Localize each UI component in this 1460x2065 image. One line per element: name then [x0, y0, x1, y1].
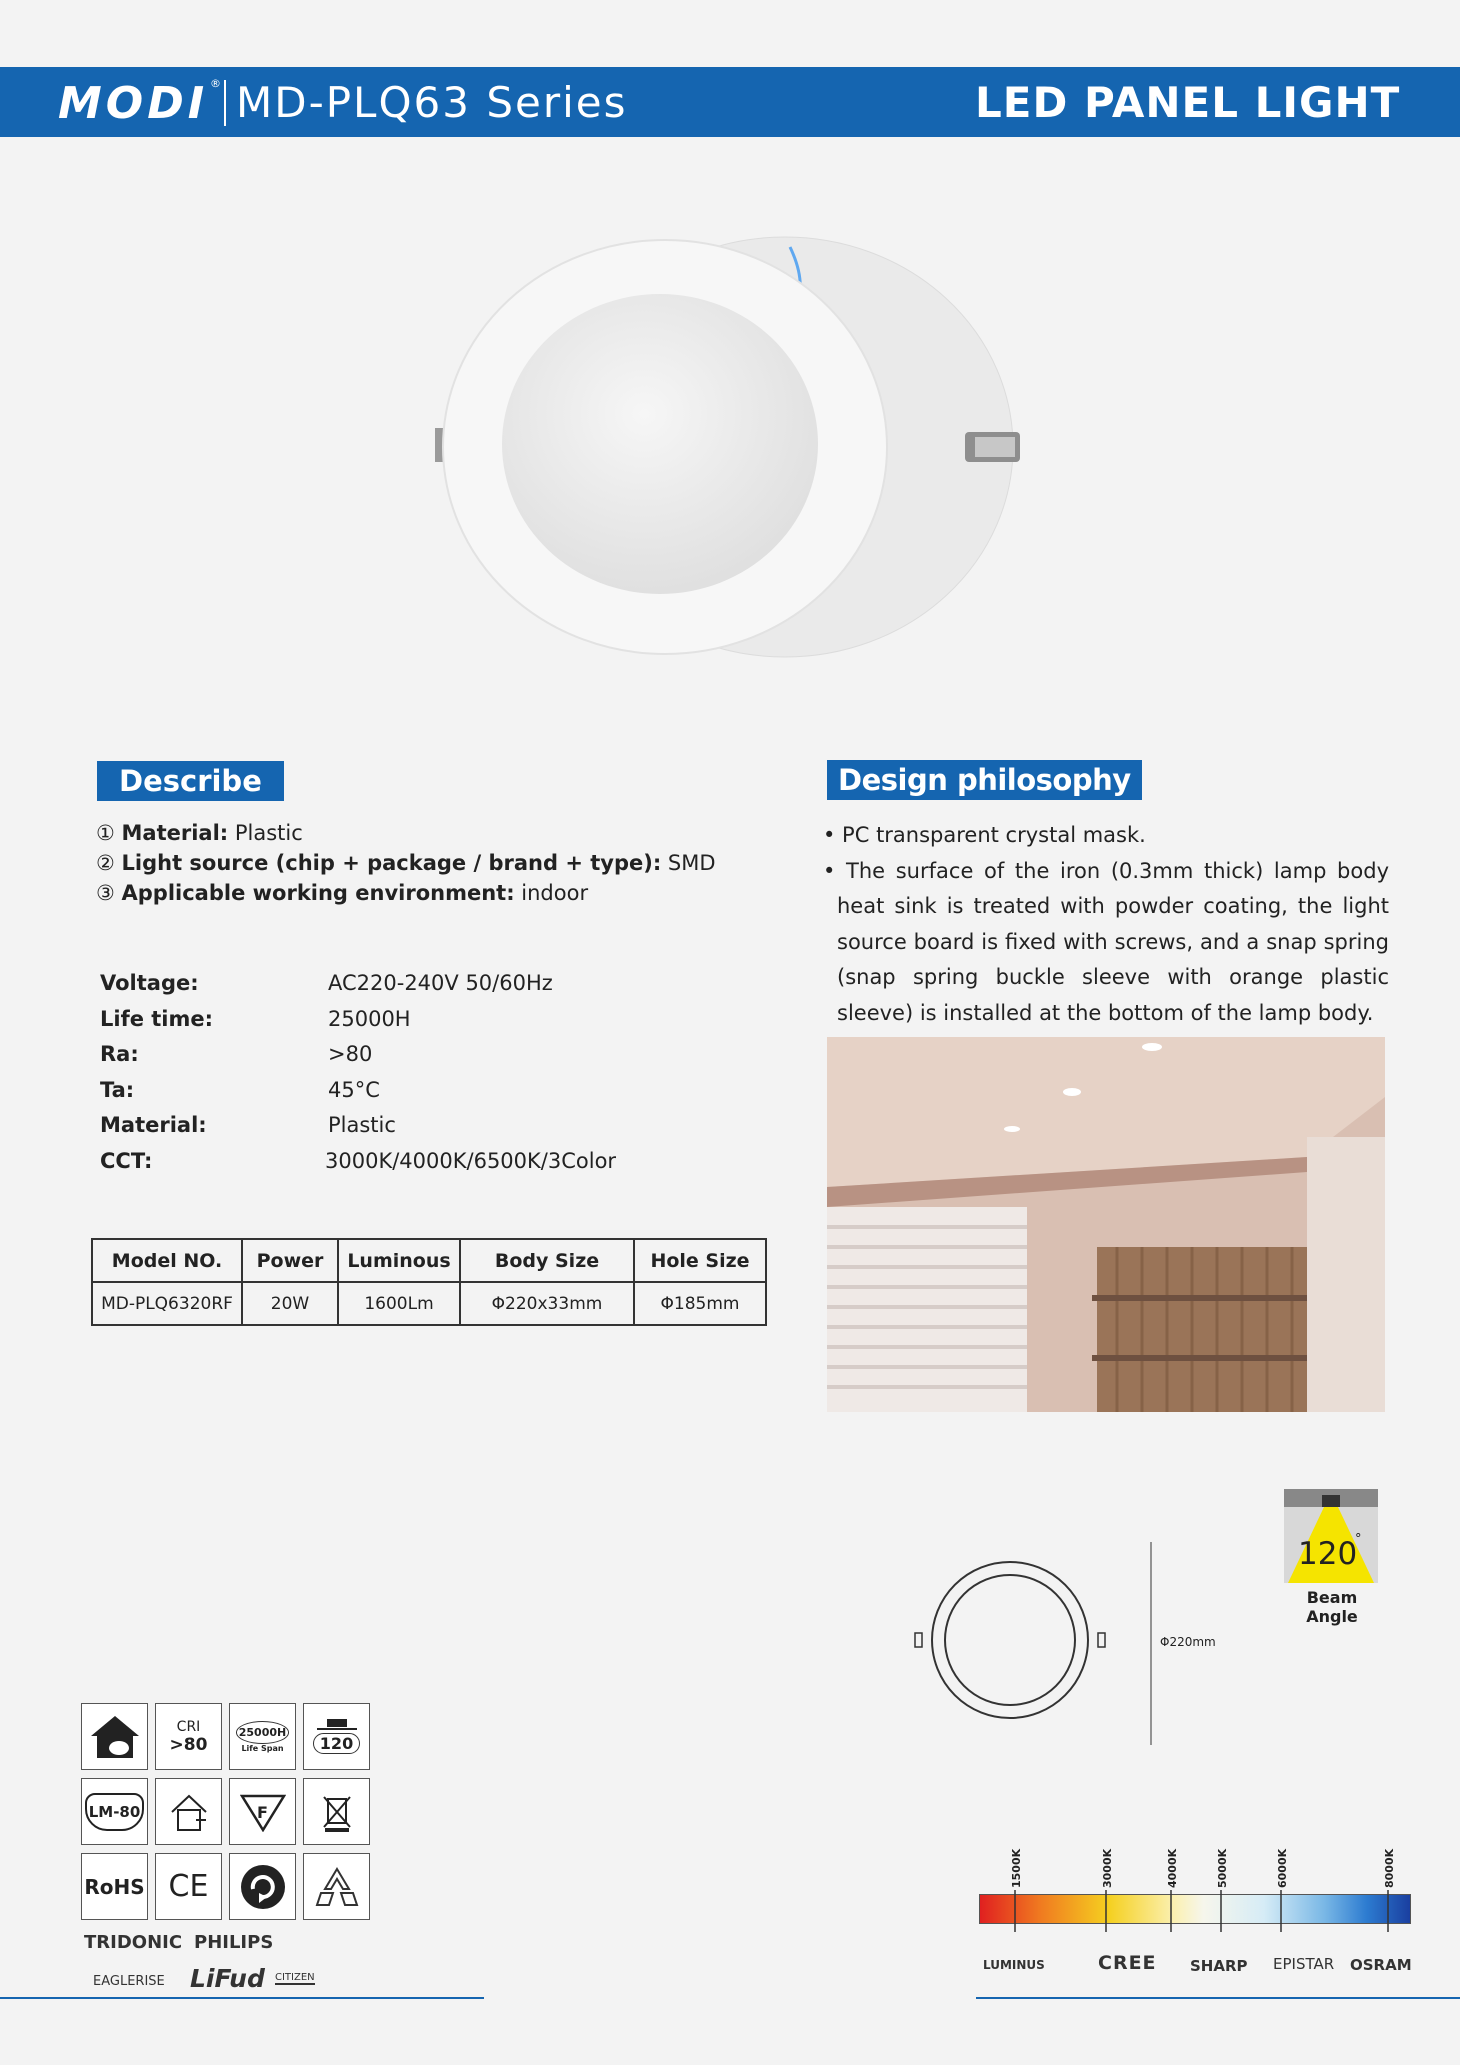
item-label: Light source (chip + package / brand + type):	[121, 851, 662, 875]
brand-citizen: CITIZEN	[275, 1972, 315, 1983]
brand-osram: OSRAM	[1350, 1956, 1412, 1974]
column-header: Hole Size	[634, 1239, 766, 1282]
brand-philips: PHILIPS	[194, 1932, 274, 1953]
brand-tridonic: TRIDONIC	[84, 1932, 183, 1953]
item-label: Material:	[121, 821, 229, 845]
item-number: ①	[96, 821, 115, 845]
spec-list	[100, 966, 617, 1186]
item-value: SMD	[661, 851, 716, 875]
spec-value: Plastic	[328, 1113, 396, 1137]
describe-item	[96, 818, 716, 848]
cct-tick-label: 3000K	[1101, 1848, 1114, 1888]
cri-label: CRI	[176, 1718, 201, 1735]
spec-row	[100, 966, 600, 1002]
header-divider	[224, 80, 226, 126]
item-value: indoor	[514, 881, 589, 905]
design-bullet: • The surface of the iron (0.3mm thick) lamp body heat sink is treated with powder coating, the light source board is fixed with screws, and a snap spring (snap spring buckle sleeve with orange plastic sleeve) is installed at the bottom of the lamp body.	[823, 858, 1389, 1025]
cct-tick-label: 5000K	[1216, 1848, 1229, 1888]
beam-angle-value: 120	[1298, 1536, 1358, 1572]
brand-logo: MODI	[58, 78, 209, 129]
spec-label: Life time:	[100, 1006, 214, 1031]
column-header: Model NO.	[92, 1239, 242, 1282]
describe-item	[96, 848, 716, 878]
cct-tick-label: 1500K	[1010, 1848, 1023, 1888]
lifespan-value: 25000H	[236, 1721, 289, 1744]
table-header-row	[92, 1239, 766, 1282]
spec-label: Material:	[100, 1113, 207, 1137]
f-mark-text: F	[256, 1802, 268, 1822]
brand-epistar: EPISTAR	[1273, 1955, 1335, 1973]
describe-item	[96, 878, 716, 908]
brand-lifud: LiFud	[190, 1964, 265, 1993]
product-photo	[420, 232, 1040, 662]
indoor-home-icon	[81, 1703, 148, 1770]
indoor-use-icon	[155, 1778, 222, 1845]
cct-tick-label: 4000K	[1166, 1848, 1179, 1888]
design-bullet: • PC transparent crystal mask.	[823, 823, 1146, 847]
spec-row	[100, 1144, 617, 1180]
cri-value: >80	[169, 1734, 208, 1755]
recycle-circle-icon	[229, 1853, 296, 1920]
spec-label: Ta:	[100, 1077, 135, 1102]
spec-label: Voltage:	[100, 971, 199, 995]
column-header: Power	[242, 1239, 338, 1282]
describe-heading: Describe	[97, 761, 284, 801]
lm80-label: LM-80	[85, 1793, 145, 1831]
column-header: Body Size	[460, 1239, 634, 1282]
footer-line-right	[976, 1997, 1460, 1999]
model-table	[91, 1238, 767, 1326]
spec-row	[100, 1108, 600, 1144]
rohs-icon: RoHS	[81, 1853, 148, 1920]
brand-eaglerise: EAGLERISE	[93, 1974, 165, 1989]
beam-degree: °	[1355, 1532, 1362, 1547]
lm80-icon	[81, 1778, 148, 1845]
brand-cree: CREE	[1098, 1952, 1157, 1974]
spec-value: AC220-240V 50/60Hz	[328, 971, 553, 995]
spec-value: 25000H	[328, 1006, 411, 1031]
table-cell: MD-PLQ6320RF	[92, 1282, 242, 1325]
cct-tick-layer	[975, 1838, 1415, 1938]
spec-label: Ra:	[100, 1042, 139, 1066]
spec-value: 3000K/4000K/6500K/3Color	[325, 1148, 617, 1173]
dimension-label: Φ220mm	[1160, 1635, 1216, 1649]
registered-mark: ®	[210, 77, 221, 90]
table-cell: Φ220x33mm	[460, 1282, 634, 1325]
spec-value: 45°C	[328, 1077, 380, 1102]
recycle-icon	[303, 1853, 370, 1920]
product-title: LED PANEL LIGHT	[975, 78, 1401, 127]
weee-bin-icon	[303, 1778, 370, 1845]
item-label: Applicable working environment:	[121, 881, 515, 905]
item-value: Plastic	[228, 821, 303, 845]
angle-icon	[303, 1703, 370, 1770]
item-number: ②	[96, 851, 115, 875]
cct-tick-label: 6000K	[1276, 1848, 1289, 1888]
spec-row	[100, 1002, 600, 1038]
table-cell: 1600Lm	[338, 1282, 460, 1325]
item-number: ③	[96, 881, 115, 905]
design-text	[823, 818, 1389, 1031]
beam-angle-label: Beam Angle	[1306, 1588, 1358, 1626]
table-cell: 20W	[242, 1282, 338, 1325]
room-photo	[827, 1037, 1385, 1412]
brand-sharp: SHARP	[1190, 1957, 1248, 1975]
footer-line-left	[0, 1997, 484, 1999]
certification-grid	[81, 1703, 370, 1920]
lifespan-label: Life Span	[241, 1743, 284, 1753]
f-mark-icon	[229, 1778, 296, 1845]
table-row	[92, 1282, 766, 1325]
series-title: MD-PLQ63 Series	[236, 78, 628, 127]
spec-row	[100, 1037, 600, 1073]
cri-icon	[155, 1703, 222, 1770]
brand-luminus: LUMINUS	[983, 1958, 1045, 1972]
cct-tick-label: 8000K	[1383, 1848, 1396, 1888]
angle-value: 120	[313, 1733, 360, 1754]
dimension-drawing	[910, 1540, 1160, 1750]
table-cell: Φ185mm	[634, 1282, 766, 1325]
ce-icon: CE	[155, 1853, 222, 1920]
spec-value: >80	[328, 1042, 373, 1066]
spec-row	[100, 1073, 600, 1109]
design-heading: Design philosophy	[827, 760, 1142, 800]
lifespan-icon	[229, 1703, 296, 1770]
column-header: Luminous	[338, 1239, 460, 1282]
spec-label: CCT:	[100, 1148, 153, 1173]
describe-list	[96, 818, 716, 908]
